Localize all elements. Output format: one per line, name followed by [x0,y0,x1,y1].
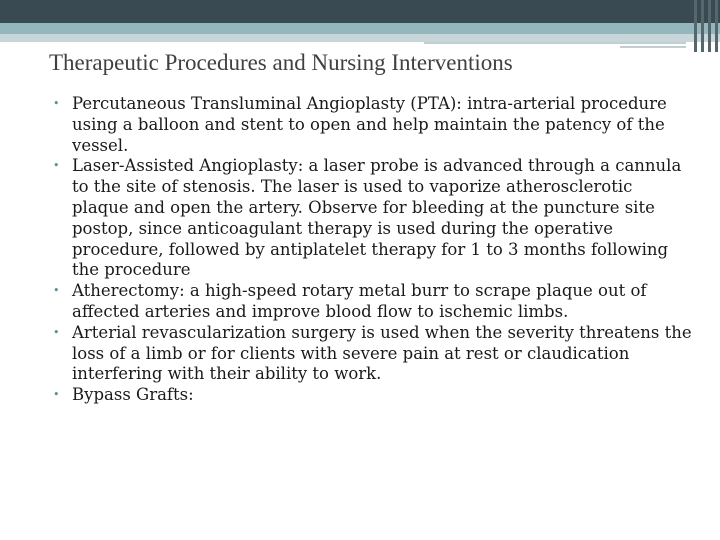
bullet-item [53,94,693,156]
bullet-item [53,385,693,406]
bullet-list [53,94,693,406]
header-bar-gray [0,34,720,42]
bullet-text: Atherectomy: a high-speed rotary metal burr to scrape plaque out of affected arteries and improve blood flow to ischemic limbs. [72,281,647,321]
bullet-text: Laser-Assisted Angioplasty: a laser probe is advanced through a cannula to the site of stenosis. The laser is used to vaporize atherosclerotic plaque and open the artery. Observe for bleeding at the puncture site postop, since anticoagulant therapy is used during the operative procedure, followed by antiplatelet therapy for 1 to 3 months following the procedure [72,156,682,280]
header-bar-dark [0,0,720,23]
bullet-text: Bypass Grafts: [72,385,194,405]
header-accent-line [424,42,686,44]
bullet-marker: • [53,388,60,402]
bullet-marker: • [53,325,60,339]
bullet-item [53,281,693,323]
header-accent-line-short [620,46,686,48]
header-bar-teal [0,23,720,34]
bullet-text: Arterial revascularization surgery is used when the severity threatens the loss of a limb or for clients with severe pain at rest or claudication interfering with their ability to work. [72,322,692,384]
bullet-marker: • [53,97,60,110]
bullet-marker: • [53,284,60,298]
corner-stripes [690,0,720,52]
bullet-item [53,156,693,281]
bullet-item [53,323,693,385]
bullet-marker: • [53,159,60,173]
slide-title: Therapeutic Procedures and Nursing Interventions [49,50,513,75]
bullet-text: Percutaneous Transluminal Angioplasty (PTA): intra-arterial procedure using a balloon and stent to open and help maintain the patency of the vessel. [72,94,667,155]
